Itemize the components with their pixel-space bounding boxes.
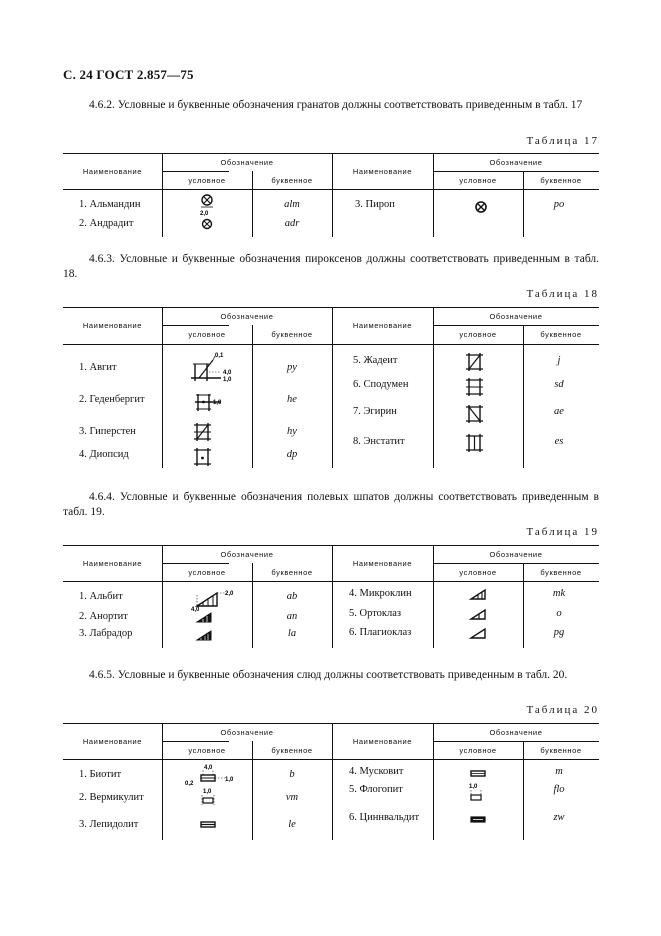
list-item: 4. Микроклин	[349, 588, 412, 599]
letter-code: zw	[553, 812, 565, 823]
header-conventional: условное	[188, 568, 226, 577]
orthoclase-symbol	[469, 608, 489, 622]
zinnwaldite-symbol	[469, 815, 489, 825]
diopside-symbol	[191, 446, 215, 468]
table-19	[63, 545, 599, 648]
letter-code: sd	[554, 379, 564, 390]
letter-code: py	[287, 362, 297, 373]
dimension-label: 0,2	[185, 781, 194, 787]
letter-code: po	[553, 199, 565, 210]
letter-code: es	[554, 436, 564, 447]
header-name: Наименование	[82, 559, 143, 568]
header-letter-right: буквенное	[540, 568, 582, 577]
header-letter: буквенное	[271, 176, 313, 185]
paragraph-4-6-3: 4.6.3. Условные и буквенные обозначения пироксенов должны соответствовать приведенным в табл. 18.	[63, 253, 599, 280]
table-19-label: Таблица 19	[526, 526, 599, 538]
header-name-right: Наименование	[352, 167, 413, 176]
list-item: 6. Циннвальдит	[349, 812, 420, 823]
table-20-label: Таблица 20	[526, 704, 599, 716]
jadeite-symbol	[463, 351, 487, 373]
list-item: 2. Вермикулит	[79, 792, 144, 803]
list-item: 2. Анортит	[79, 611, 128, 622]
header-letter: буквенное	[271, 746, 313, 755]
list-item: 5. Флогопит	[349, 784, 403, 795]
header-letter: буквенное	[271, 568, 313, 577]
letter-code: b	[289, 769, 295, 780]
list-item: 1. Авгит	[79, 362, 117, 373]
letter-code: ae	[554, 406, 564, 417]
table-17	[63, 153, 599, 237]
header-designation: Обозначение	[220, 158, 274, 167]
header-conventional: условное	[188, 746, 226, 755]
microcline-symbol	[469, 588, 489, 602]
list-item: 4. Диопсид	[79, 449, 129, 460]
dimension-label: 1,0	[213, 400, 222, 406]
dimension-label: 4,0	[223, 370, 232, 376]
list-item: 2. Андрадит	[79, 218, 134, 229]
list-item: 3. Пироп	[355, 199, 395, 210]
list-item: 1. Альбит	[79, 591, 123, 602]
enstatite-symbol	[463, 432, 487, 454]
letter-code: mk	[552, 588, 566, 599]
biotite-symbol	[183, 765, 243, 809]
header-letter-right: буквенное	[540, 330, 582, 339]
letter-code: alm	[284, 199, 300, 210]
dimension-label: 0,1	[215, 353, 224, 359]
header-conventional-right: условное	[459, 176, 497, 185]
list-item: 3. Лепидолит	[79, 819, 139, 830]
header-designation: Обозначение	[220, 550, 274, 559]
pyrope-symbol	[473, 199, 489, 215]
header-designation: Обозначение	[220, 728, 274, 737]
list-item: 2. Геденбергит	[79, 394, 145, 405]
list-item: 4. Мусковит	[349, 766, 404, 777]
muscovite-symbol	[469, 769, 489, 779]
header-designation: Обозначение	[220, 312, 274, 321]
list-item: 7. Эгирин	[353, 406, 397, 417]
letter-code: pg	[553, 627, 565, 638]
letter-code: flo	[553, 784, 565, 795]
header-letter: буквенное	[271, 330, 313, 339]
page-header: С. 24 ГОСТ 2.857—75	[63, 67, 194, 82]
table-17-label: Таблица 17	[526, 135, 599, 147]
header-designation-right: Обозначение	[489, 728, 543, 737]
letter-code: he	[287, 394, 297, 405]
letter-code: hy	[287, 426, 297, 437]
dimension-label: 4,0	[204, 765, 213, 771]
hedenbergite-symbol	[191, 391, 236, 413]
list-item: 5. Жадеит	[353, 355, 398, 366]
header-letter-right: буквенное	[540, 176, 582, 185]
lepidolite-symbol	[199, 820, 219, 830]
dimension-label: 1,0	[469, 784, 478, 790]
header-letter-right: буквенное	[540, 746, 582, 755]
list-item: 6. Плагиоклаз	[349, 627, 412, 638]
letter-code: j	[557, 355, 561, 366]
albite-symbol	[189, 587, 237, 611]
dimension-label: 1,0	[203, 789, 212, 795]
paragraph-4-6-2: 4.6.2. Условные и буквенные обозначения гранатов должны соответствовать приведенным в табл. 17	[89, 99, 583, 111]
spodumene-symbol	[463, 376, 487, 398]
dimension-label: 4,0	[191, 607, 200, 613]
list-item: 3. Лабрадор	[79, 628, 133, 639]
header-conventional-right: условное	[459, 746, 497, 755]
header-name-right: Наименование	[352, 559, 413, 568]
header-designation-right: Обозначение	[489, 158, 543, 167]
dimension-label: 2,0	[225, 591, 234, 597]
hypersthene-symbol	[191, 421, 215, 443]
list-item: 6. Сподумен	[353, 379, 409, 390]
almandine-symbol	[195, 193, 225, 233]
header-designation-right: Обозначение	[489, 312, 543, 321]
letter-code: m	[555, 766, 563, 777]
list-item: 1. Биотит	[79, 769, 122, 780]
list-item: 3. Гиперстен	[79, 426, 136, 437]
phlogopite-symbol	[465, 781, 489, 805]
list-item: 8. Энстатит	[353, 436, 405, 447]
list-item: 1. Альмандин	[79, 199, 141, 210]
paragraph-4-6-4: 4.6.4. Условные и буквенные обозначения полевых шпатов должны соответствовать приведенным в табл. 19.	[63, 491, 599, 518]
letter-code: la	[287, 628, 297, 639]
header-name: Наименование	[82, 737, 143, 746]
dimension-label: 1,0	[223, 377, 232, 383]
header-designation-right: Обозначение	[489, 550, 543, 559]
letter-code: an	[286, 611, 298, 622]
aegirine-symbol	[463, 403, 487, 425]
list-item: 5. Ортоклаз	[349, 608, 402, 619]
table-18	[63, 307, 599, 468]
table-18-label: Таблица 18	[526, 288, 599, 300]
anorthite-symbol	[195, 611, 215, 625]
header-conventional-right: условное	[459, 330, 497, 339]
letter-code: adr	[284, 218, 300, 229]
labradorite-symbol	[195, 629, 215, 643]
dimension-label: 1,0	[225, 777, 234, 783]
header-name-right: Наименование	[352, 737, 413, 746]
augite-symbol	[185, 350, 235, 384]
header-name-right: Наименование	[352, 321, 413, 330]
table-20	[63, 723, 599, 840]
plagioclase-symbol	[469, 627, 489, 641]
paragraph-4-6-5: 4.6.5. Условные и буквенные обозначения слюд должны соответствовать приведенным в табл. 20.	[89, 669, 568, 681]
header-name: Наименование	[82, 167, 143, 176]
header-conventional: условное	[188, 176, 226, 185]
letter-code: ab	[286, 591, 298, 602]
letter-code: vm	[285, 792, 299, 803]
letter-code: dp	[286, 449, 298, 460]
header-conventional: условное	[188, 330, 226, 339]
letter-code: o	[556, 608, 562, 619]
header-name: Наименование	[82, 321, 143, 330]
header-conventional-right: условное	[459, 568, 497, 577]
dimension-label: 2,0	[200, 211, 209, 217]
letter-code: le	[288, 819, 296, 830]
